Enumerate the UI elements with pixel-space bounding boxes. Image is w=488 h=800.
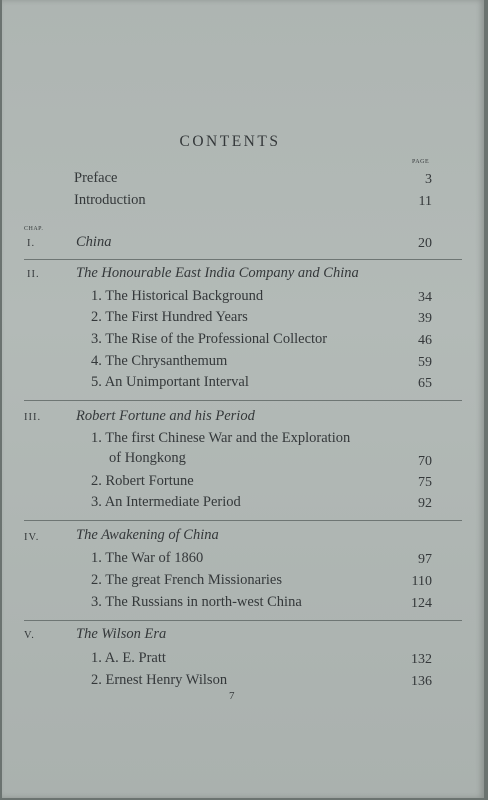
book-page	[2, 0, 484, 798]
toc-section: 5. An Unimportant Interval	[91, 374, 249, 390]
toc-section: 1. The War of 1860	[91, 550, 204, 566]
toc-section: 2. Ernest Henry Wilson	[91, 672, 228, 688]
page-number: 92	[418, 496, 432, 511]
chapter-title: The Wilson Era	[76, 626, 167, 642]
toc-section: 2. The First Hundred Years	[91, 309, 248, 325]
toc-section-continued: of Hongkong	[109, 450, 186, 466]
divider	[24, 620, 462, 621]
toc-entry-introduction: Introduction	[74, 192, 146, 208]
page-number: 70	[418, 454, 432, 469]
chapter-numeral: V.	[24, 630, 35, 641]
page-number: 110	[411, 574, 432, 589]
toc-entry-preface: Preface	[74, 170, 118, 186]
page-number: 20	[418, 236, 432, 251]
toc-section: 1. The first Chinese War and the Exploration	[91, 430, 351, 446]
page-number: 11	[418, 194, 432, 209]
toc-section: 3. The Russians in north-west China	[91, 594, 302, 610]
divider	[24, 520, 462, 521]
toc-section: 3. An Intermediate Period	[91, 494, 241, 510]
folio: 7	[229, 690, 235, 702]
page-number: 34	[418, 290, 432, 305]
chapter-title: The Awakening of China	[76, 527, 219, 543]
chapter-numeral: II.	[27, 269, 40, 280]
toc-section: 1. The Historical Background	[91, 288, 264, 304]
divider	[24, 400, 462, 401]
toc-section: 1. A. E. Pratt	[91, 650, 166, 666]
toc-section: 3. The Rise of the Professional Collector	[91, 331, 328, 347]
chapter-title: The Honourable East India Company and China	[76, 265, 359, 281]
page-column-label: PAGE	[412, 159, 430, 165]
page-number: 3	[425, 172, 432, 187]
chapter-title: China	[76, 234, 112, 250]
page-number: 59	[418, 355, 432, 370]
page-number: 65	[418, 376, 432, 391]
toc-section: 2. The great French Missionaries	[91, 572, 283, 588]
chapter-numeral: IV.	[24, 532, 40, 543]
page-number: 136	[411, 674, 432, 689]
page-number: 75	[418, 475, 432, 490]
page-number: 132	[411, 652, 432, 667]
divider	[24, 259, 462, 260]
chapter-title: Robert Fortune and his Period	[76, 408, 255, 424]
page-number: 46	[418, 333, 432, 348]
chapter-numeral: III.	[24, 412, 42, 423]
page-number: 124	[411, 596, 432, 611]
page-title: CONTENTS	[179, 133, 281, 150]
page-number: 97	[418, 552, 432, 567]
chapter-numeral: I.	[27, 238, 36, 249]
toc-section: 2. Robert Fortune	[91, 473, 194, 489]
chapter-column-label: CHAP.	[24, 226, 44, 232]
toc-section: 4. The Chrysanthemum	[91, 353, 228, 369]
page-number: 39	[418, 311, 432, 326]
